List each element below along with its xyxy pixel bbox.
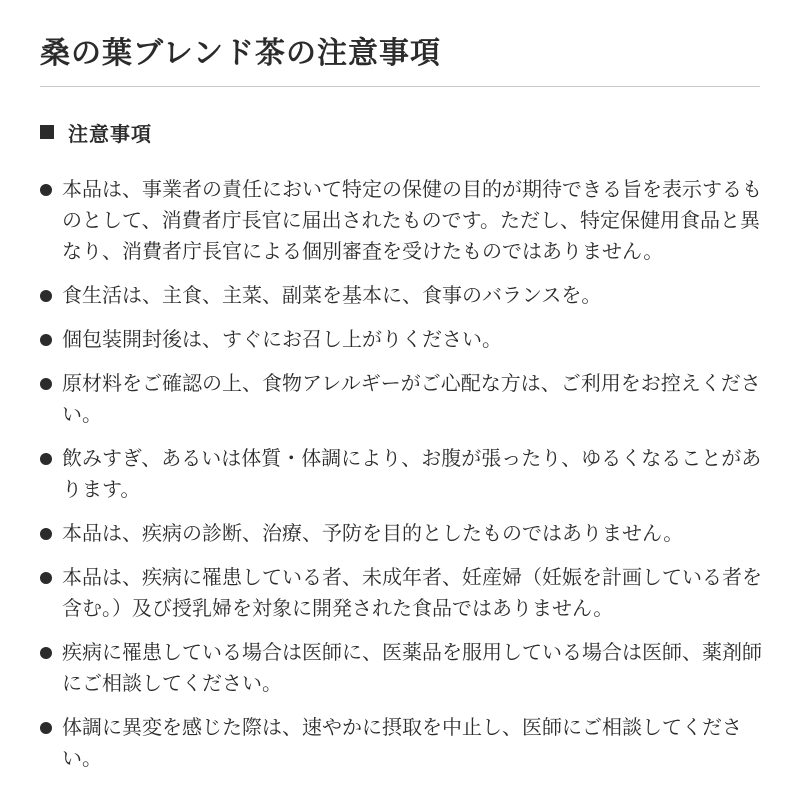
note-text: 本品は、疾病の診断、治療、予防を目的としたものではありません。 xyxy=(62,521,684,545)
list-item xyxy=(40,518,770,549)
list-item xyxy=(40,280,770,311)
bullet-icon xyxy=(40,378,52,390)
note-text: 本品は、疾病に罹患している者、未成年者、妊産婦（妊娠を計画している者を含む。）及び授乳婦を対象に開発された食品ではありません。 xyxy=(62,565,762,620)
note-text: 本品は、事業者の責任において特定の保健の目的が期待できる旨を表示するものとして、消費者庁長官に届出されたものです。ただし、特定保健用食品と異なり、消費者庁長官による個別審査を受けたものではありません。 xyxy=(62,177,762,263)
note-text: 原材料をご確認の上、食物アレルギーがご心配な方は、ご利用をお控えください。 xyxy=(62,371,761,426)
note-text: 体調に異変を感じた際は、速やかに摂取を中止し、医師にご相談してください。 xyxy=(62,715,742,770)
list-item xyxy=(40,324,770,355)
bullet-icon xyxy=(40,184,52,196)
list-item xyxy=(40,712,770,774)
bullet-icon xyxy=(40,290,52,302)
bullet-icon xyxy=(40,453,52,465)
bullet-icon xyxy=(40,572,52,584)
note-text: 疾病に罹患している場合は医師に、医薬品を服用している場合は医師、薬剤師にご相談してください。 xyxy=(62,640,762,695)
bullet-icon xyxy=(40,647,52,659)
square-icon xyxy=(40,125,54,139)
notes-list xyxy=(40,174,770,787)
list-item xyxy=(40,562,770,624)
list-item xyxy=(40,368,770,430)
note-text: 個包装開封後は、すぐにお召し上がりください。 xyxy=(62,327,502,351)
bullet-icon xyxy=(40,722,52,734)
list-item xyxy=(40,443,770,505)
note-text: 食生活は、主食、主菜、副菜を基本に、食事のバランスを。 xyxy=(62,283,602,307)
bullet-icon xyxy=(40,528,52,540)
list-item xyxy=(40,637,770,699)
title-divider xyxy=(40,86,760,87)
note-text: 飲みすぎ、あるいは体質・体調により、お腹が張ったり、ゆるくなることがあります。 xyxy=(62,446,762,501)
section-title: 注意事項 xyxy=(68,121,152,146)
page-title: 桑の葉ブレンド茶の注意事項 xyxy=(40,36,442,71)
list-item xyxy=(40,174,770,267)
section-heading xyxy=(40,117,152,147)
bullet-icon xyxy=(40,334,52,346)
